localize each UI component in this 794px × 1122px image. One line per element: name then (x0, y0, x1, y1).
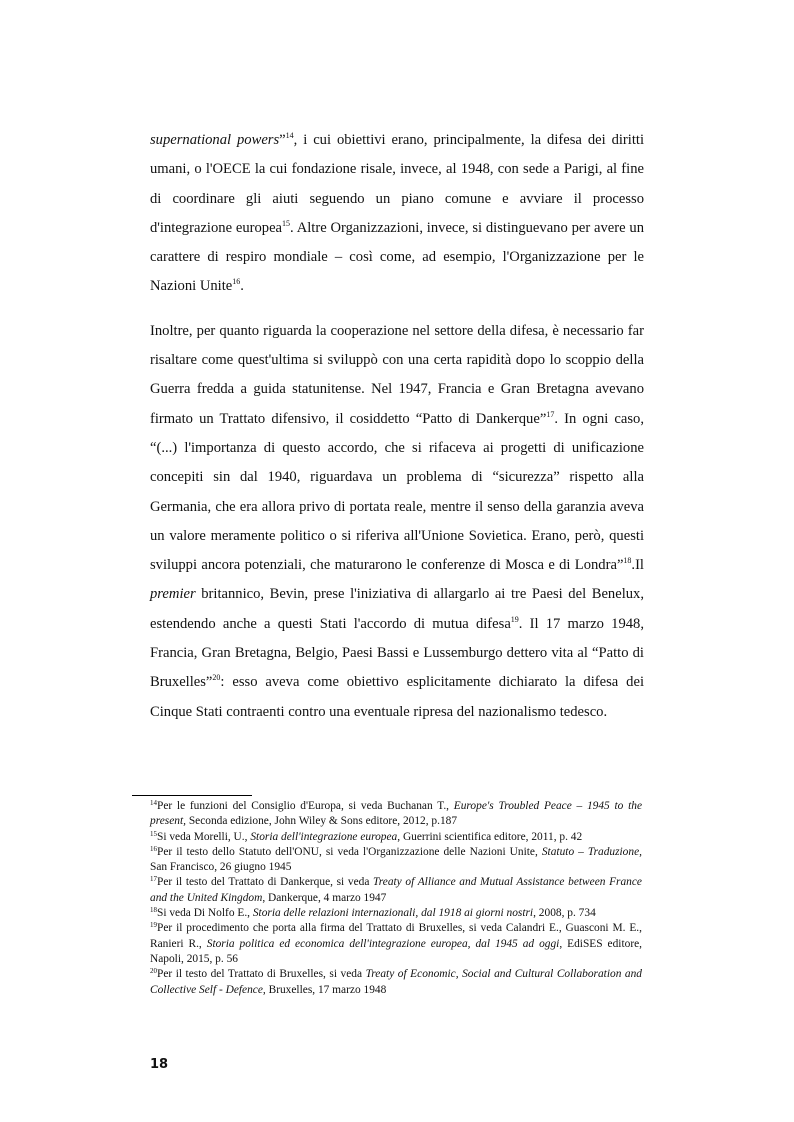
text-run: Seconda edizione, John Wiley & Sons editore, 2012, p.187 (185, 815, 458, 828)
italic-text: Storia politica ed economica dell'integrazione europea, dal 1945 ad oggi (206, 937, 560, 950)
text-run: Per il procedimento che porta alla firma del Trattato di Bruxelles, si veda Calandri E., Guasconi M. E., Ranieri R., (150, 922, 642, 950)
text-run: Per il testo dello Statuto dell'ONU, si veda l'Organizzazione delle Nazioni Unite, (157, 845, 542, 858)
footnote-marker: 14 (285, 131, 294, 140)
italic-text: premier (150, 586, 196, 603)
footnote-marker: 14 (150, 799, 157, 807)
italic-text: Storia delle relazioni internazionali, dal 1918 ai giorni nostri (252, 907, 534, 920)
footnote-marker: 18 (150, 906, 157, 915)
text-run: ” (279, 132, 286, 148)
text-run: Per il testo del Trattato di Bruxelles, si veda (157, 968, 366, 981)
italic-text: Treaty of Alliance and Mutual Assistance between France and the United Kingdom (150, 876, 642, 904)
body-text (150, 126, 644, 727)
footnote-marker: 17 (150, 875, 157, 884)
text-run: , 2008, p. 734 (533, 907, 596, 920)
italic-text: Europe's Troubled Peace – 1945 to the present, (150, 800, 642, 828)
footnote-marker: 15 (150, 829, 157, 838)
text-run: Si veda Morelli, U., (157, 830, 251, 843)
footnote-marker: 15 (282, 218, 291, 228)
footnote (150, 921, 642, 967)
text-run: . Altre Organizzazioni, invece, si distinguevano per avere un carattere di respiro mondiale – così come, ad esempio, l'Organizzazione per le Nazioni Unite (150, 219, 644, 295)
page-number: 18 (150, 1057, 169, 1072)
footnote-marker: 18 (623, 556, 632, 566)
footnote-marker: 20 (150, 967, 157, 976)
footnote (150, 875, 642, 906)
italic-text: Statuto – Traduzione, (541, 845, 642, 858)
text-run: .Il (631, 557, 644, 574)
footnote (150, 830, 642, 845)
text-run: , EdiSES editore, Napoli, 2015, p. 56 (150, 937, 643, 965)
text-run: . (240, 278, 244, 295)
text-run: Inoltre, per quanto riguarda la cooperazione nel settore della difesa, è necessario far risaltare come quest'ultima si sviluppò con una certa rapidità dopo lo scoppio della Guerra fredda a guida statunitense. Nel 1947, Francia e Gran Bretagna avevano firmato un Trattato difensivo, il cosiddetto “Patto di Dankerque” (150, 322, 644, 427)
text-run: . In ogni caso, “(...) l'importanza di questo accordo, che si rifaceva ai progetti di unificazione concepiti sin dal 1940, riguardava un problema di “sicurezza” rispetto alla Germania, che era allora privo di portata reale, mentre il senso della garanzia aveva un valore meramente politico o si riferiva all'Unione Sovietica. Erano, però, questi sviluppi ancora potenziali, che maturarono le conferenze di Mosca e di Londra” (150, 410, 645, 574)
footnote-marker: 16 (232, 277, 241, 287)
text-run: , Dankerque, 4 marzo 1947 (262, 891, 387, 904)
text-run: Si veda Di Nolfo E., (157, 907, 253, 920)
footnote (150, 967, 642, 998)
footnote-marker: 19 (150, 921, 157, 930)
footnote-marker: 17 (546, 409, 555, 419)
paragraph (150, 126, 644, 302)
text-run: San Francisco, 26 giugno 1945 (150, 861, 292, 874)
text-run: Bruxelles, 17 marzo 1948 (265, 983, 387, 996)
footnote-marker: 16 (150, 844, 157, 853)
footnotes (150, 799, 642, 998)
paragraph (150, 317, 644, 727)
text-run: , i cui obiettivi erano, principalmente, la difesa dei diritti umani, o l'OECE la cui fondazione risale, invece, al 1948, con sede a Parigi, al fine di coordinare gli aiuti seguendo un piano comune e avviare il processo d'integrazione europea (150, 132, 644, 236)
footnote (150, 799, 642, 830)
text-run: . Il 17 marzo 1948, Francia, Gran Bretagna, Belgio, Paesi Bassi e Lussemburgo dettero vita al “Patto di Bruxelles” (150, 615, 644, 691)
italic-text: Treaty of Economic, Social and Cultural Collaboration and Collective Self - Defence, (150, 968, 642, 996)
text-run: Per il testo del Trattato di Dankerque, si veda (157, 876, 374, 889)
italic-text: Storia dell'integrazione europea (250, 830, 398, 843)
footnote (150, 845, 642, 876)
text-run: , Guerrini scientifica editore, 2011, p. 42 (397, 830, 583, 843)
footnote (150, 906, 642, 921)
footnote-marker: 19 (510, 614, 519, 624)
text-run: : esso aveva come obiettivo esplicitamente dichiarato la difesa dei Cinque Stati contraenti contro una eventuale ripresa del nazionalismo tedesco. (150, 674, 644, 720)
footnote-marker: 20 (212, 673, 221, 683)
text-run: britannico, Bevin, prese l'iniziativa di allargarlo ai tre Paesi del Benelux, estendendo anche a questi Stati l'accordo di mutua difesa (150, 586, 644, 632)
text-run: Per le funzioni del Consiglio d'Europa, si veda Buchanan T., (157, 800, 454, 812)
footnote-separator (132, 795, 252, 796)
italic-text: supernational powers (150, 132, 280, 148)
